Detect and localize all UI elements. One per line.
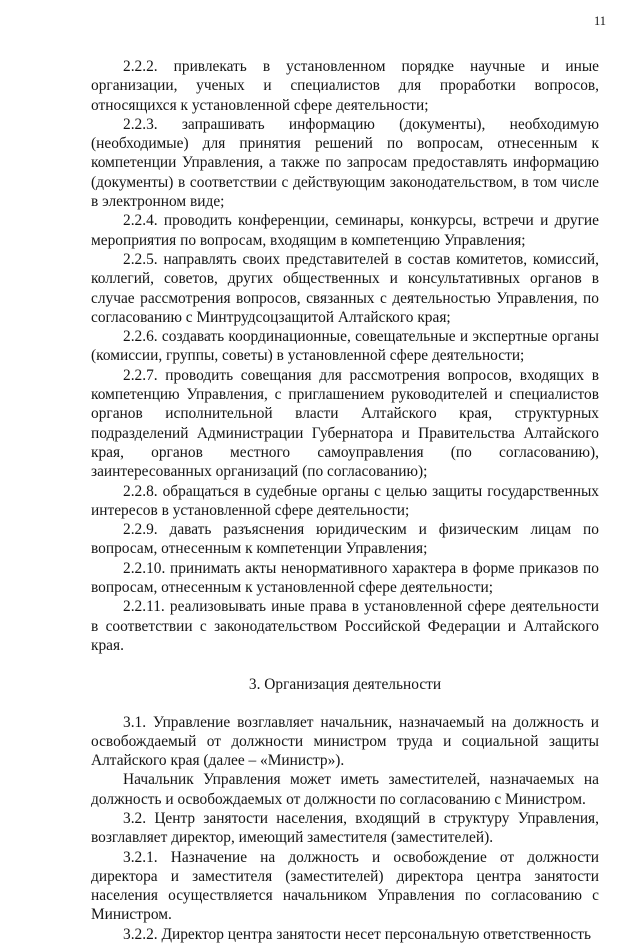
paragraph-3-2: 3.2. Центр занятости населения, входящий в структуру Управления, возглавляет директор, имеющий заместителя (заместителей). <box>91 809 599 847</box>
paragraph-deputies: Начальник Управления может иметь заместителей, назначаемых на должность и освобождаемых от должности по согласованию с Министром. <box>91 771 599 808</box>
paragraph-2-2-4: 2.2.4. проводить конференции, семинары, конкурсы, встречи и другие мероприятия по вопросам, входящим в компетенцию Управления; <box>91 212 599 249</box>
paragraph-2-2-2: 2.2.2. привлекать в установленном порядке научные и иные организации, ученых и специалистов для проработки вопросов, относящихся к установленной сфере деятельности; <box>91 58 599 114</box>
page-number: 11 <box>593 14 606 28</box>
paragraph-3-2-1: 3.2.1. Назначение на должность и освобождение от должности директора и заместителя (заместителей) директора центра занятости населения осуществляется начальником Управления по согласованию с Министром. <box>91 848 599 924</box>
paragraph-2-2-3: 2.2.3. запрашивать информацию (документы), необходимую (необходимые) для принятия решений по вопросам, отнесенным к компетенции Управления, а также по запросам предоставлять информацию (документы) в соответствии с действующим законодательством, в том числе в электронном виде; <box>91 115 599 211</box>
document-body <box>91 57 599 944</box>
paragraph-2-2-7: 2.2.7. проводить совещания для рассмотрения вопросов, входящих в компетенцию Управления, с приглашением руководителей и специалистов органов исполнительной власти Алтайского края, структурных подразделений Администрации Губернатора и Правительства Алтайского края, органов местного самоуправления (по согласованию), заинтересованных организаций (по согласованию); <box>91 366 599 481</box>
paragraph-2-2-8: 2.2.8. обращаться в судебные органы с целью защиты государственных интересов в установленной сфере деятельности; <box>91 482 599 519</box>
paragraph-3-2-2: 3.2.2. Директор центра занятости несет персональную ответственность <box>123 925 592 943</box>
paragraph-3-1: 3.1. Управление возглавляет начальник, назначаемый на должность и освобождаемый от должности министром труда и социальной защиты Алтайского края (далее – «Министр»). <box>91 713 599 770</box>
section-heading: 3. Организация деятельности <box>248 676 442 694</box>
paragraph-2-2-6: 2.2.6. создавать координационные, совещательные и экспертные органы (комиссии, группы, советы) в установленной сфере деятельности; <box>91 328 599 365</box>
paragraph-2-2-10: 2.2.10. принимать акты ненормативного характера в форме приказов по вопросам, отнесенным к установленной сфере деятельности; <box>91 559 599 597</box>
paragraph-2-2-11: 2.2.11. реализовывать иные права в установленной сфере деятельности в соответствии с законодательством Российской Федерации и Алтайского края. <box>91 598 599 654</box>
paragraph-2-2-9: 2.2.9. давать разъяснения юридическим и физическим лицам по вопросам, отнесенным к компетенции Управления; <box>91 521 599 558</box>
paragraph-2-2-5: 2.2.5. направлять своих представителей в состав комитетов, комиссий, коллегий, советов, других общественных и консультативных органов в случае рассмотрения вопросов, связанных с деятельностью Управления, по согласованию с Минтрудсоцзащитой Алтайского края; <box>91 250 599 326</box>
